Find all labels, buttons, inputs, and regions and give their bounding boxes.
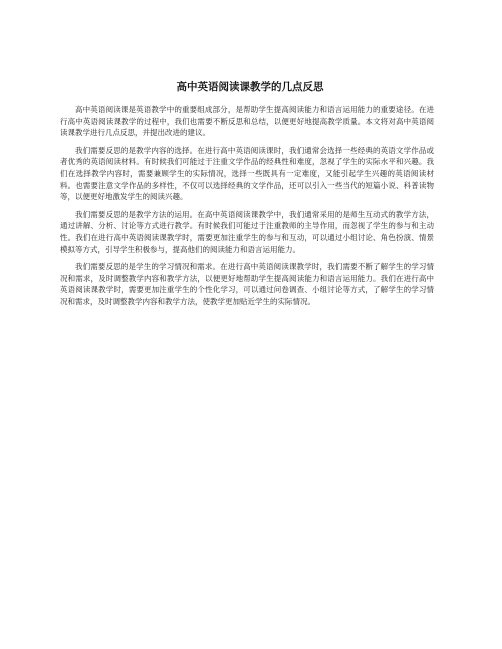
paragraph-intro: 高中英语阅读课是英语教学中的重要组成部分，是帮助学生提高阅读能力和语言运用能力的重要途径。在进行高中英语阅读课教学的过程中，我们也需要不断反思和总结，以便更好地提高教学质量。本文将对高中英语阅读课教学进行几点反思，并提出改进的建议。 bbox=[60, 105, 434, 138]
document-title: 高中英语阅读课教学的几点反思 bbox=[176, 81, 324, 93]
paragraph-student-needs: 我们需要反思的是学生的学习情况和需求。在进行高中英语阅读课教学时，我们需要不断了解学生的学习情况和需求，及时调整教学内容和教学方法，以便更好地帮助学生提高阅读能力和语言运用能力。我们在进行高中英语阅读课教学时，需要更加注重学生的个性化学习，可以通过问卷调查、小组讨论等方式，了解学生的学习情况和需求，及时调整教学内容和教学方法，使教学更加贴近学生的实际情况。 bbox=[60, 262, 434, 306]
paragraph-content-selection: 我们需要反思的是教学内容的选择。在进行高中英语阅读课时，我们通常会选择一些经典的英语文学作品或者优秀的英语阅读材料。有时候我们可能过于注重文学作品的经典性和难度，忽视了学生的实际水平和兴趣。我们在选择教学内容时，需要兼顾学生的实际情况，选择一些既具有一定难度，又能引起学生兴趣的英语阅读材料。也需要注意文学作品的多样性，不仅可以选择经典的文学作品，还可以引入一些当代的短篇小说、科普读物等，以便更好地激发学生的阅读兴趣。 bbox=[60, 145, 434, 202]
paragraph-teaching-methods: 我们需要反思的是教学方法的运用。在高中英语阅读课教学中，我们通常采用的是师生互动式的教学方法，通过讲解、分析、讨论等方式进行教学。有时候我们可能过于注重教师的主导作用，而忽视了学生的参与和主动性。我们在进行高中英语阅读课教学时，需要更加注重学生的参与和互动，可以通过小组讨论、角色扮演、情景模拟等方式，引导学生积极参与，提高他们的阅读能力和语言运用能力。 bbox=[60, 209, 434, 254]
document-body bbox=[60, 104, 434, 314]
